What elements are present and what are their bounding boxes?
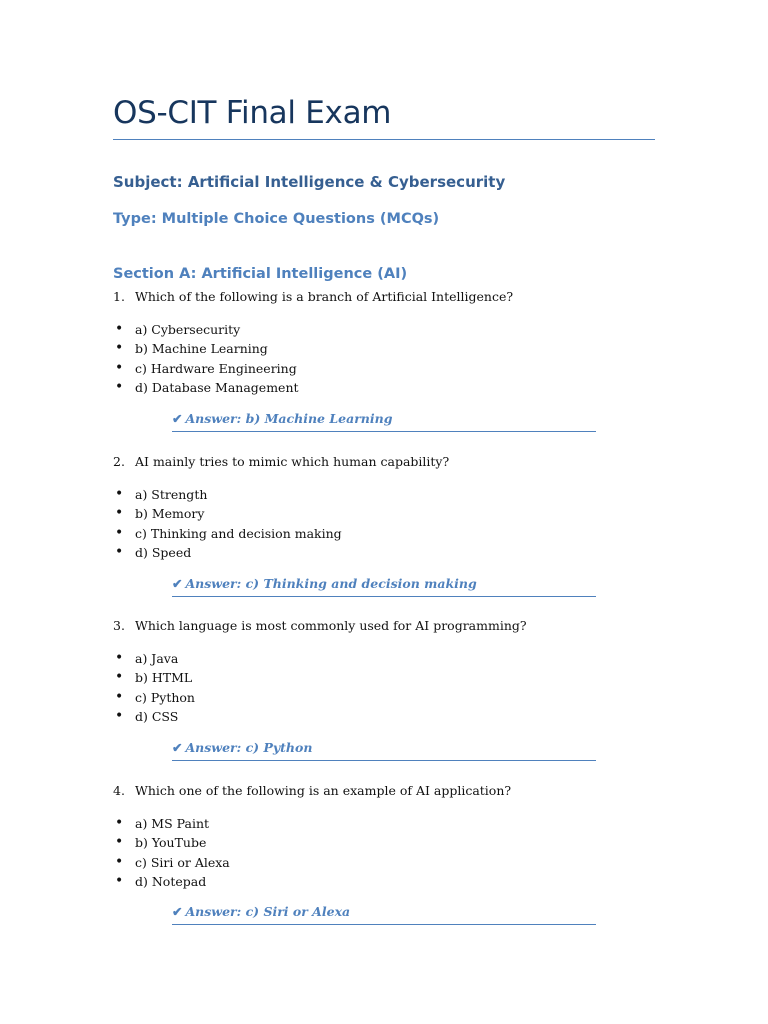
question-1 <box>113 289 513 304</box>
answer-line-3 <box>172 740 596 761</box>
question-2 <box>113 454 449 469</box>
check-icon: ✔ <box>172 740 183 755</box>
question-text: AI mainly tries to mimic which human capability? <box>135 454 450 469</box>
answer-line-1 <box>172 411 596 432</box>
bullet-icon: • <box>115 669 124 686</box>
type-heading: Type: Multiple Choice Questions (MCQs) <box>113 211 440 227</box>
bullet-icon: • <box>115 378 124 395</box>
bullet-icon: • <box>115 543 124 560</box>
document-title: OS-CIT Final Exam <box>113 95 392 131</box>
answer-text: Answer: c) Python <box>185 740 313 755</box>
bullet-icon: • <box>115 872 124 889</box>
bullet-icon: • <box>115 688 124 705</box>
answer-text: Answer: c) Thinking and decision making <box>185 576 477 591</box>
check-icon: ✔ <box>172 576 183 591</box>
question-number: 4. <box>113 783 125 798</box>
bullet-icon: • <box>115 834 124 851</box>
subject-heading: Subject: Artificial Intelligence & Cybersecurity <box>113 173 506 191</box>
bullet-icon: • <box>115 340 124 357</box>
bullet-icon: • <box>115 815 124 831</box>
question-4 <box>113 783 511 798</box>
bullet-icon: • <box>115 505 124 522</box>
check-icon: ✔ <box>172 904 183 919</box>
question-3 <box>113 618 527 633</box>
check-icon: ✔ <box>172 411 183 426</box>
question-number: 1. <box>113 289 125 304</box>
question-number: 2. <box>113 454 125 469</box>
answer-line-2 <box>172 576 596 597</box>
question-text: Which of the following is a branch of Artificial Intelligence? <box>135 289 514 304</box>
title-underline <box>113 139 655 140</box>
bullet-icon: • <box>115 524 124 541</box>
answer-text: Answer: b) Machine Learning <box>185 411 393 426</box>
question-text: Which language is most commonly used for AI programming? <box>135 618 527 633</box>
bullet-icon: • <box>115 321 124 337</box>
question-text: Which one of the following is an example of AI application? <box>135 783 512 798</box>
bullet-icon: • <box>115 707 124 724</box>
answer-line-4 <box>172 904 596 925</box>
bullet-icon: • <box>115 486 124 502</box>
section-heading: Section A: Artificial Intelligence (AI) <box>113 266 408 282</box>
question-number: 3. <box>113 618 125 633</box>
bullet-icon: • <box>115 853 124 870</box>
bullet-icon: • <box>115 650 124 666</box>
bullet-icon: • <box>115 359 124 376</box>
answer-text: Answer: c) Siri or Alexa <box>185 904 351 919</box>
